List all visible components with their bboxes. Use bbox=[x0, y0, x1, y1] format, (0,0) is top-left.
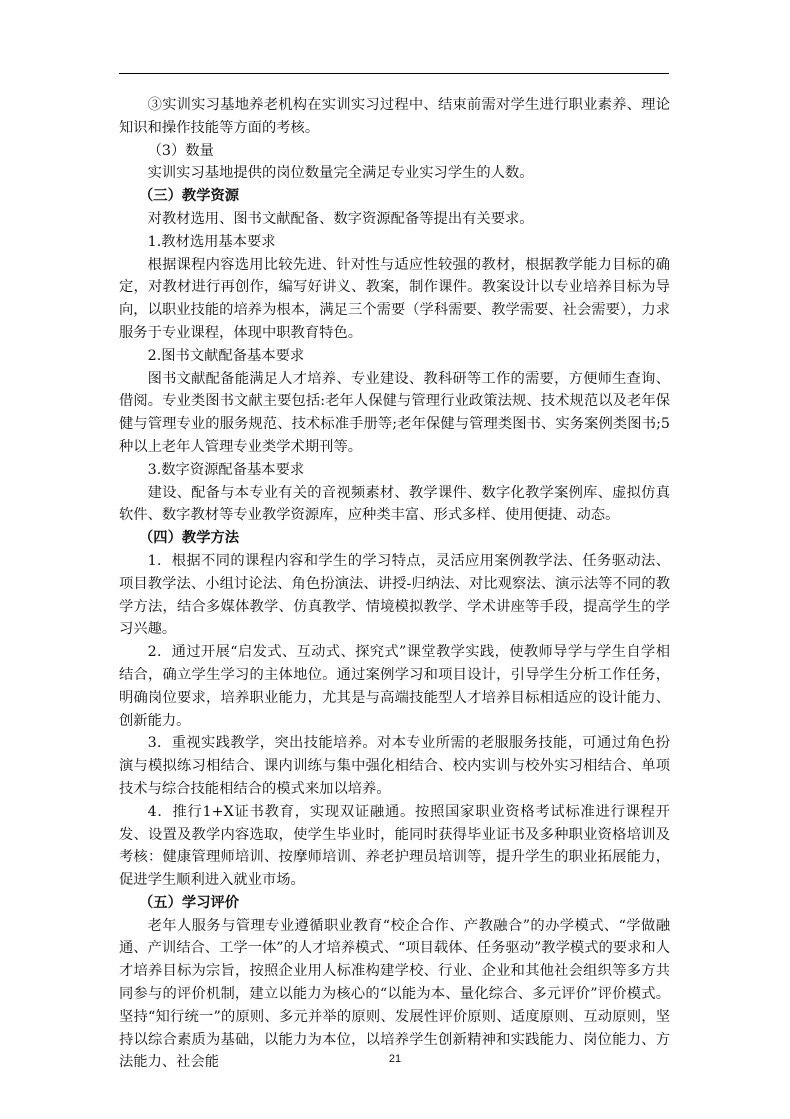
subheading: 3.数字资源配备基本要求 bbox=[147, 461, 305, 478]
subheading: 2.图书文献配备基本要求 bbox=[147, 347, 305, 364]
section-heading: （四）教学方法 bbox=[139, 530, 240, 547]
header-rule bbox=[119, 73, 669, 74]
section-heading: （五）学习评价 bbox=[139, 894, 240, 911]
paragraph: 3．重视实践教学，突出技能培养。对本专业所需的老服服务技能，可通过角色扮演与模拟练习相结合、课内训练与集中强化相结合、校内实训与校外实习相结合、单项技术与综合技能相结合的模式来加以培养。 bbox=[119, 735, 670, 797]
subheading: 1.教材选用基本要求 bbox=[147, 233, 276, 250]
paragraph: 对教材选用、图书文献配备、数字资源配备等提出有关要求。 bbox=[147, 210, 534, 227]
section-heading: （三）教学资源 bbox=[139, 188, 240, 205]
paragraph: （3）数量 bbox=[147, 142, 214, 159]
paragraph: 2．通过开展“启发式、互动式、探究式”课堂教学实践，使教师导学与学生自学相结合，确立学生学习的主体地位。通过案例学习和项目设计，引导学生分析工作任务，明确岗位要求，培养职业能力，尤其是与高端技能型人才培养目标相适应的设计能力、创新能力。 bbox=[119, 644, 670, 729]
paragraph: 建设、配备与本专业有关的音视频素材、教学课件、数字化教学案例库、虚拟仿真软件、数字教材等专业教学资源库，应种类丰富、形式多样、使用便捷、动态。 bbox=[119, 484, 670, 524]
paragraph: ③实训实习基地养老机构在实训实习过程中、结束前需对学生进行职业素养、理论知识和操作技能等方面的考核。 bbox=[119, 97, 670, 136]
paragraph: 实训实习基地提供的岗位数量完全满足专业实习学生的人数。 bbox=[147, 165, 534, 182]
paragraph: 图书文献配备能满足人才培养、专业建设、教科研等工作的需要，方便师生查询、借阅。专业类图书文献主要包括:老年人保健与管理行业政策法规、技术规范以及老年保健与管理专业的服务规范、技术标准手册等;老年保健与管理类图书、实务案例类图书;5种以上老年人管理专业类学术期刊等。 bbox=[119, 370, 670, 455]
paragraph: 根据课程内容选用比较先进、针对性与适应性较强的教材，根据教学能力目标的确定，对教材进行再创作，编写好讲义、教案，制作课件。教案设计以专业培养目标为导向，以职业技能的培养为根本，满足三个需要（学科需要、教学需要、社会需要），力求服务于专业课程，体现中职教育特色。 bbox=[119, 256, 670, 341]
paragraph: 老年人服务与管理专业遵循职业教育“校企合作、产教融合”的办学模式、“学做融通、产训结合、工学一体”的人才培养模式、“项目载体、任务驱动”教学模式的要求和人才培养目标为宗旨，按照企业用人标准构建学校、行业、企业和其他社会组织等多方共同参与的评价机制，建立以能力为核心的“以能为本、量化综合、多元评价”评价模式。坚持“知行统一”的原则、多元并举的原则、发展性评价原则、适度原则、互动原则，坚持以综合素质为基础，以能力为本位，以培养学生创新精神和实践能力、岗位能力、方法能力、社会能 bbox=[119, 917, 670, 1071]
paragraph: 4．推行1+X证书教育，实现双证融通。按照国家职业资格考试标准进行课程开发、设置及教学内容选取，使学生毕业时，能同时获得毕业证书及多种职业资格培训及考核：健康管理师培训、按摩师培训、养老护理员培训等，提升学生的职业拓展能力，促进学生顺利进入就业市场。 bbox=[119, 803, 670, 889]
paragraph: 1．根据不同的课程内容和学生的学习特点，灵活应用案例教学法、任务驱动法、项目教学法、小组讨论法、角色扮演法、讲授-归纳法、对比观察法、演示法等不同的教学方法，结合多媒体教学、仿真教学、情境模拟教学、学术讲座等手段，提高学生的学习兴趣。 bbox=[119, 552, 670, 638]
page-number: 21 bbox=[388, 1053, 402, 1065]
body-text bbox=[119, 94, 670, 1074]
